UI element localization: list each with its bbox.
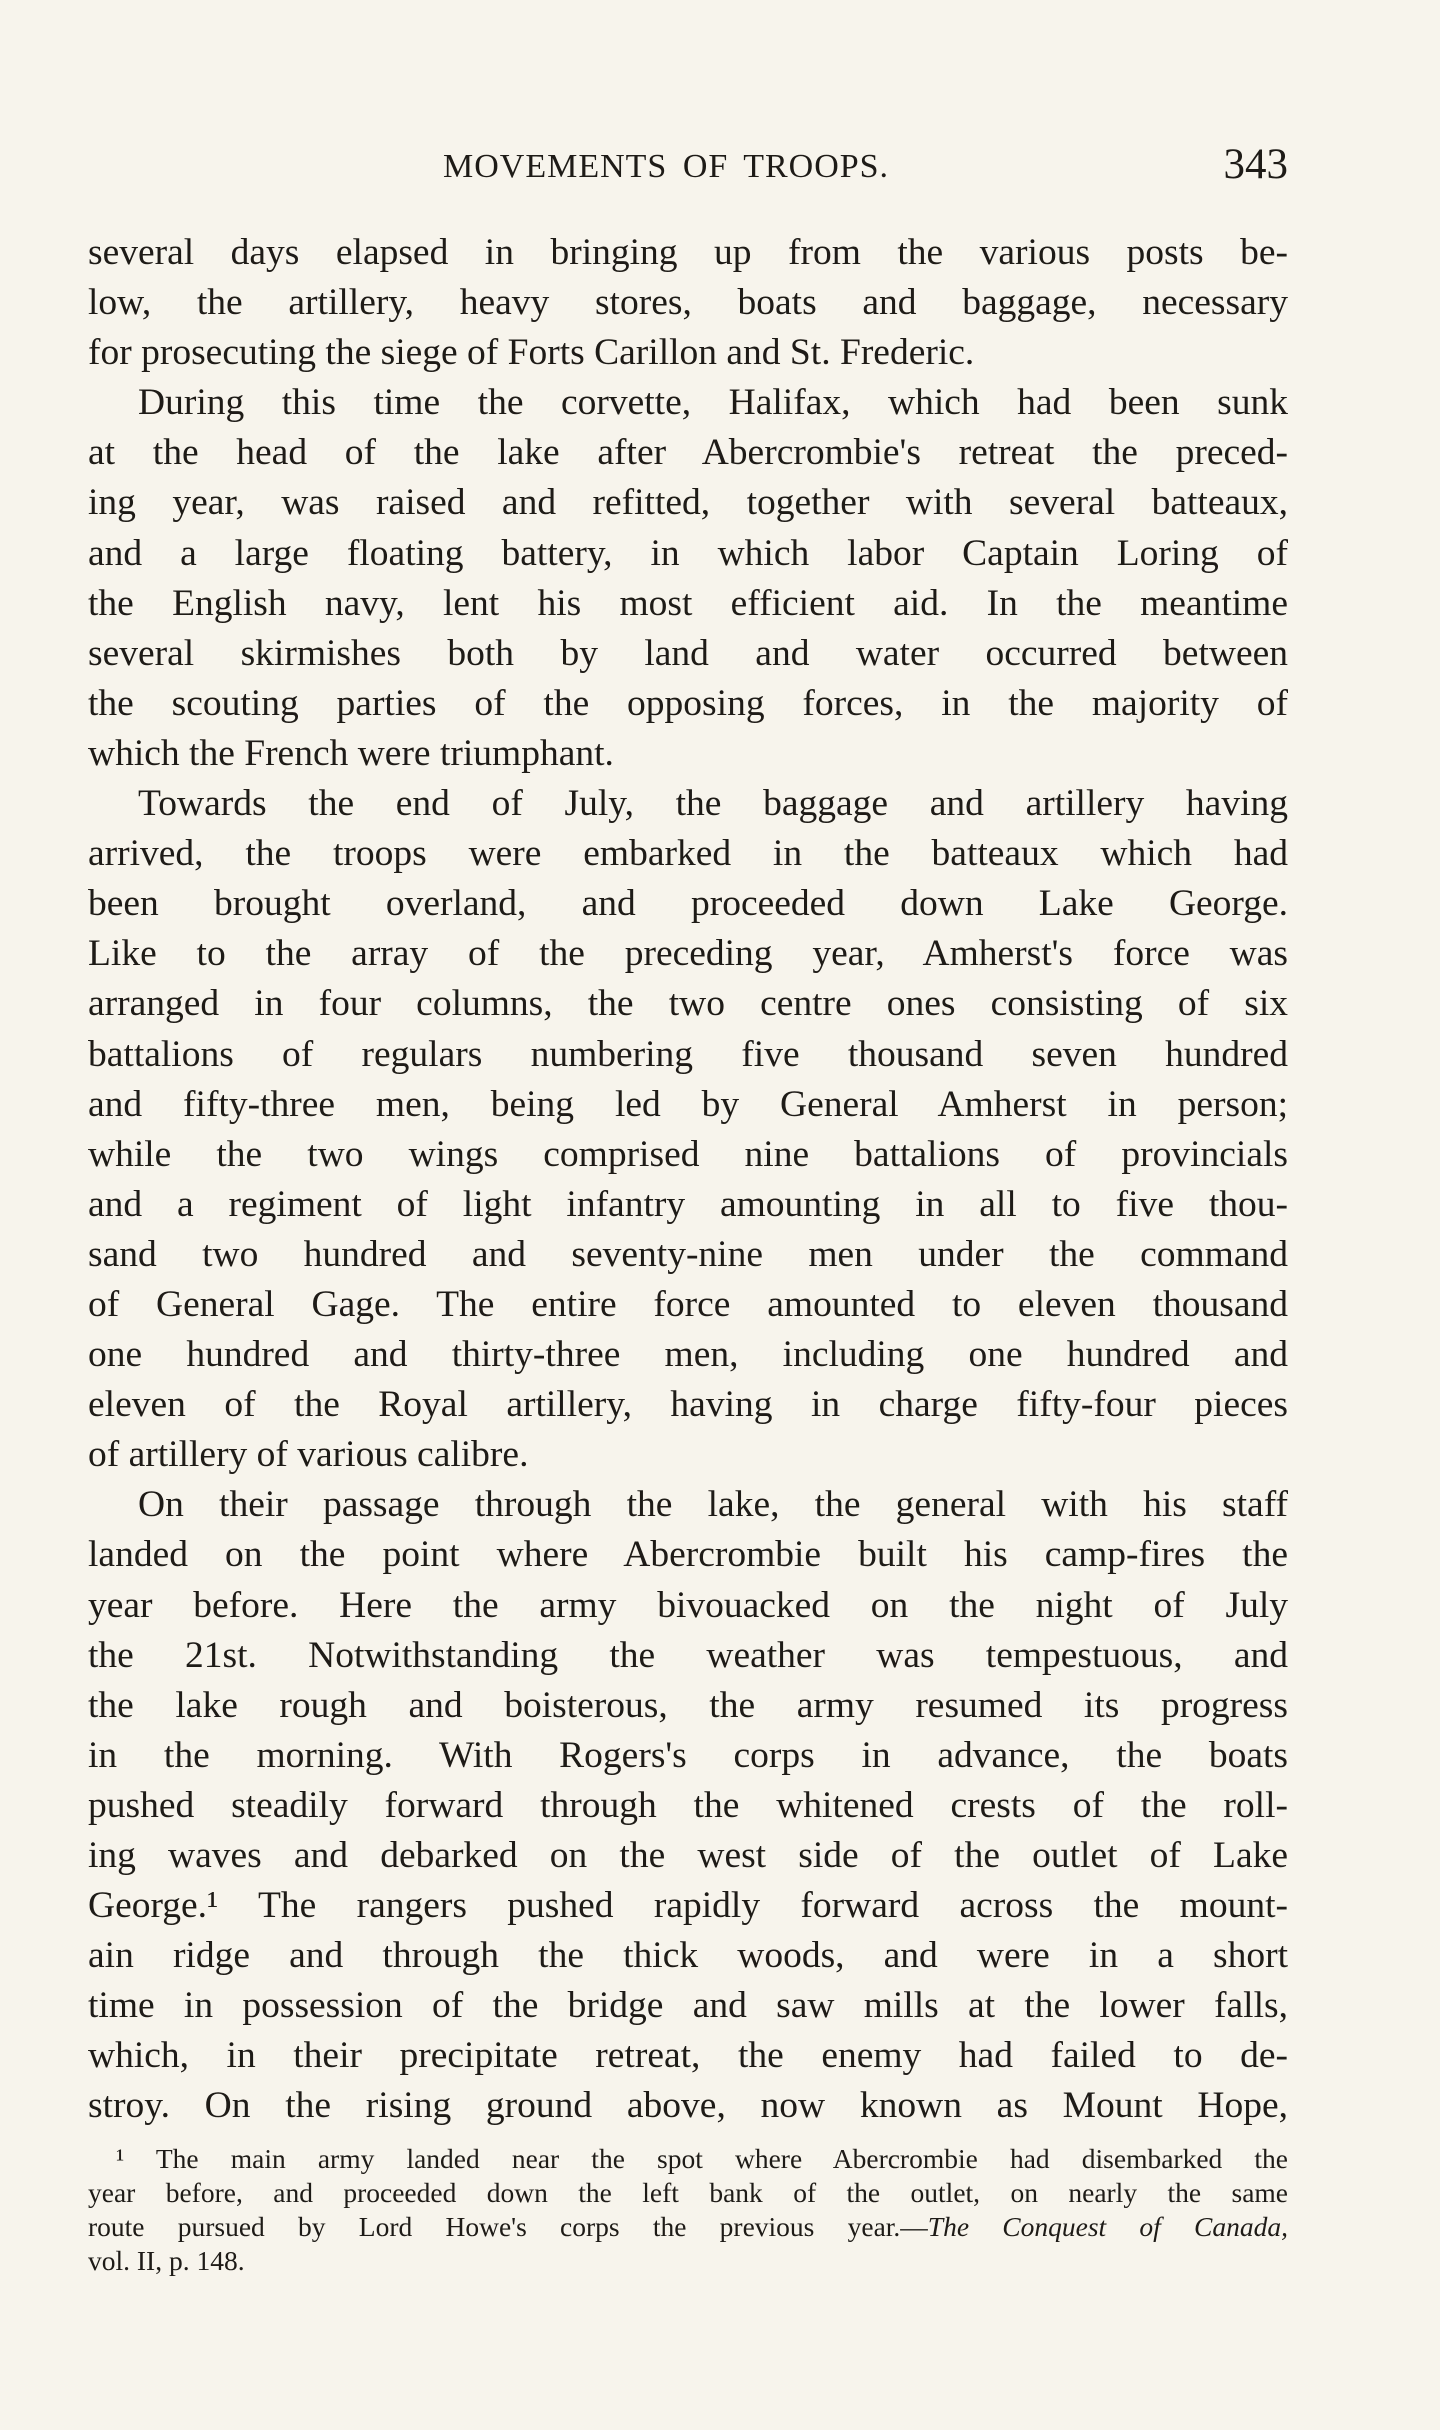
text-line: several skirmishes both by land and water occurred between [88,632,1288,674]
text-line: the 21st. Notwithstanding the weather was tempestuous, and [88,1634,1288,1676]
text-line: time in possession of the bridge and saw mills at the lower falls, [88,1985,1288,2027]
text-line: and a regiment of light infantry amounting in all to five thou- [88,1183,1288,1225]
text-line: pushed steadily forward through the whitened crests of the roll- [88,1784,1288,1826]
text-line: which the French were triumphant. [88,732,614,774]
text-line: for prosecuting the siege of Forts Carillon and St. Frederic. [88,332,975,374]
text-line: eleven of the Royal artillery, having in charge fifty-four pieces [88,1384,1288,1426]
text-line: several days elapsed in bringing up from the various posts be- [88,232,1288,273]
text-line: During this time the corvette, Halifax, which had been sunk [138,382,1288,424]
text-line: been brought overland, and proceeded down Lake George. [88,883,1288,925]
footnote-line: vol. II, p. 148. [88,2245,245,2276]
footnote-line: ¹ The main army landed near the spot where Abercrombie had disembarked the [116,2143,1288,2174]
text-line: Like to the array of the preceding year, Amherst's force was [88,933,1288,975]
text-line: at the head of the lake after Abercrombie's retreat the preced- [88,432,1288,474]
text-line: the lake rough and boisterous, the army resumed its progress [88,1684,1288,1726]
running-title: MOVEMENTS OF TROOPS. [443,148,890,185]
text-line: the English navy, lent his most efficient aid. In the meantime [88,582,1288,624]
text-line: which, in their precipitate retreat, the enemy had failed to de- [88,2035,1288,2077]
footnote-line [88,2210,1288,2244]
text-line: ain ridge and through the thick woods, and were in a short [88,1935,1288,1977]
running-head [88,140,1288,190]
footnote-line: year before, and proceeded down the left bank of the outlet, on nearly the same [88,2177,1288,2208]
text-line: Towards the end of July, the baggage and artillery having [138,783,1288,825]
text-line: stroy. On the rising ground above, now known as Mount Hope, [88,2085,1288,2127]
text-line: arrived, the troops were embarked in the batteaux which had [88,833,1288,875]
text-line: of artillery of various calibre. [88,1434,529,1476]
text-line: battalions of regulars numbering five thousand seven hundred [88,1033,1288,1075]
body-text [88,228,1288,2132]
text-line: the scouting parties of the opposing forces, in the majority of [88,682,1288,724]
text-line: landed on the point where Abercrombie built his camp-fires the [88,1534,1288,1576]
text-line: George.¹ The rangers pushed rapidly forward across the mount- [88,1885,1288,1927]
text-line: and a large floating battery, in which labor Captain Loring of [88,532,1288,574]
text-line: of General Gage. The entire force amounted to eleven thousand [88,1283,1288,1325]
text-line: ing year, was raised and refitted, together with several batteaux, [88,482,1288,524]
text-line: in the morning. With Rogers's corps in advance, the boats [88,1734,1288,1776]
text-line: On their passage through the lake, the general with his staff [138,1484,1288,1526]
text-line: one hundred and thirty-three men, including one hundred and [88,1334,1288,1376]
footnote-text: route pursued by Lord Howe's corps the previous year.— [88,2211,928,2242]
text-line: low, the artillery, heavy stores, boats and baggage, necessary [88,282,1288,324]
text-line: and fifty-three men, being led by General Amherst in person; [88,1083,1288,1125]
text-line: year before. Here the army bivouacked on the night of July [88,1584,1288,1626]
text-line: arranged in four columns, the two centre ones consisting of six [88,983,1288,1025]
text-line: while the two wings comprised nine battalions of provincials [88,1133,1288,1175]
text-line: ing waves and debarked on the west side of the outlet of Lake [88,1835,1288,1876]
text-line: sand two hundred and seventy-nine men under the command [88,1233,1288,1275]
footnote [88,2142,1288,2278]
page-number: 343 [1223,141,1288,188]
footnote-citation-title: The Conquest of Canada, [927,2211,1289,2242]
